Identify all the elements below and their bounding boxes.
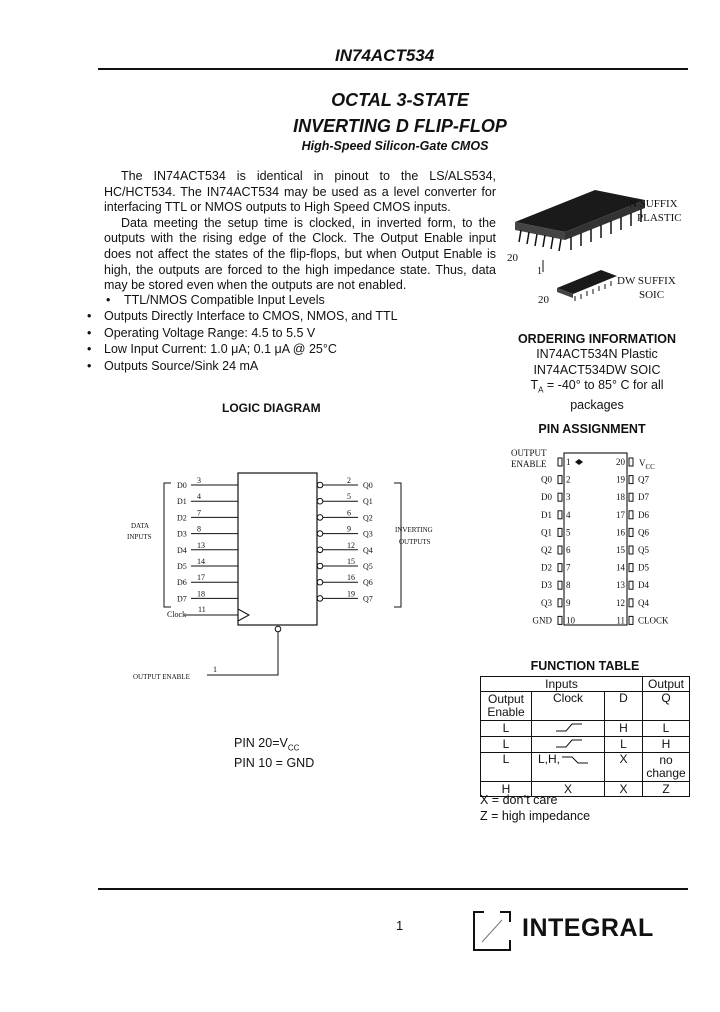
ordering-info bbox=[512, 347, 682, 414]
output-pin: 6 bbox=[347, 508, 351, 518]
inversion-bubble bbox=[317, 515, 323, 521]
pin-stub bbox=[558, 564, 562, 572]
n-suffix-type: PLASTIC bbox=[637, 212, 682, 224]
pin-stub bbox=[629, 581, 633, 589]
pin-number: 13 bbox=[616, 580, 625, 591]
rising-edge-icon bbox=[548, 721, 588, 733]
output-label: Q5 bbox=[363, 562, 373, 571]
table-row bbox=[481, 753, 690, 782]
pin-stub bbox=[558, 511, 562, 519]
output-label: Q7 bbox=[363, 594, 373, 604]
pin-stub bbox=[558, 476, 562, 484]
inversion-bubble bbox=[317, 547, 323, 553]
output-label: Q2 bbox=[363, 513, 373, 523]
note-high-impedance: Z = high impedance bbox=[480, 808, 591, 823]
features-list bbox=[84, 292, 504, 374]
brand-name: INTEGRAL bbox=[522, 914, 654, 942]
input-pin: 7 bbox=[197, 508, 201, 518]
pin-stub bbox=[558, 581, 562, 589]
page-number: 1 bbox=[396, 918, 404, 933]
pin-stub bbox=[629, 493, 633, 501]
input-label: D0 bbox=[177, 481, 187, 490]
pin-stub bbox=[629, 458, 633, 466]
output-label: Q3 bbox=[363, 529, 373, 539]
pin-stub bbox=[629, 528, 633, 536]
function-table-notes bbox=[480, 793, 590, 824]
vcc-prefix: V bbox=[639, 458, 646, 468]
ordering-line-1: IN74ACT534N Plastic bbox=[536, 347, 658, 361]
note-dont-care: X = don’t care bbox=[480, 793, 558, 807]
clock-pin: 11 bbox=[198, 605, 206, 614]
cell-q: Z bbox=[643, 782, 690, 797]
pin-name: Q2 bbox=[541, 545, 552, 555]
feature-item: • TTL/NMOS Compatible Input Levels bbox=[84, 292, 504, 308]
ordering-temp bbox=[512, 378, 682, 398]
pin20-sub: CC bbox=[287, 743, 300, 753]
output-pin: 16 bbox=[347, 573, 355, 583]
q-no: no bbox=[659, 753, 673, 767]
feature-item: • Low Input Current: 1.0 μA; 0.1 μA @ 25°C bbox=[84, 341, 504, 357]
description bbox=[104, 169, 496, 294]
cell-d: L bbox=[605, 737, 643, 753]
pin-number: 4 bbox=[566, 509, 571, 520]
logic-diagram-title: LOGIC DIAGRAM bbox=[222, 401, 321, 415]
output-label: Q4 bbox=[363, 545, 373, 555]
soic-pin20-label: 20 bbox=[538, 294, 549, 306]
input-pin: 14 bbox=[197, 557, 205, 566]
inversion-bubble bbox=[317, 482, 323, 488]
ordering-line-2: IN74ACT534DW SOIC bbox=[533, 362, 661, 377]
input-pin: 13 bbox=[197, 540, 205, 550]
output-enable-pin: 1 bbox=[213, 665, 217, 674]
cell-q: L bbox=[643, 721, 690, 737]
title-subtitle: High-Speed Silicon-Gate CMOS bbox=[301, 139, 489, 153]
inversion-bubble bbox=[317, 563, 323, 569]
pin-name: Q7 bbox=[638, 474, 649, 485]
description-paragraph-1: The IN74ACT534 is identical in pinout to the LS/ALS534, HC/HCT534. The IN74ACT534 may be used as a level converter for interfacing TTL or NMOS outputs to High Speed CMOS inputs. bbox=[104, 169, 496, 215]
cell-clock: X bbox=[532, 782, 605, 797]
output-enable-label: OUTPUT ENABLE bbox=[133, 673, 190, 681]
pin-name: Q1 bbox=[541, 527, 552, 538]
ordering-title: ORDERING INFORMATION bbox=[517, 332, 677, 346]
group-output: Output bbox=[643, 677, 690, 692]
col-q: Q bbox=[643, 692, 690, 721]
table-group-row bbox=[481, 677, 690, 692]
output-pin: 5 bbox=[347, 492, 351, 502]
pin-stub bbox=[558, 493, 562, 501]
pin-number: 16 bbox=[616, 527, 625, 538]
temp-range: = -40° to 85° C for all bbox=[543, 378, 664, 393]
description-paragraph-2: Data meeting the setup time is clocked, in inverted form, to the outputs with the rising edge of the Clock. The Output Enable input does not affect the states of the flip-flops, but when Output Enable is high, the outputs are forced to the high impedance state. Thus, data may be stored even when the outputs are not enabled. bbox=[104, 215, 496, 293]
pin-name: D2 bbox=[541, 562, 552, 573]
pin-stub bbox=[558, 458, 562, 466]
pin-stub bbox=[629, 564, 633, 572]
pin-name: D6 bbox=[638, 509, 649, 520]
pin-number: 2 bbox=[566, 474, 571, 485]
col-oe-line-1: Output bbox=[487, 692, 525, 706]
pin-number: 19 bbox=[616, 474, 625, 485]
output-pin: 15 bbox=[347, 557, 355, 566]
pin-assignment-left bbox=[533, 457, 584, 625]
cell-q bbox=[643, 753, 690, 782]
pin-name: Q0 bbox=[541, 474, 552, 485]
col-oe-line-2: Enable bbox=[487, 705, 525, 719]
dip-pin1-label: 1 bbox=[537, 266, 542, 277]
input-label: D2 bbox=[177, 513, 187, 523]
rising-edge-icon bbox=[548, 737, 588, 749]
pin-name: Q5 bbox=[638, 545, 649, 555]
pin-stub bbox=[629, 511, 633, 519]
clock-label: Clock bbox=[167, 610, 187, 619]
cell-d: X bbox=[605, 782, 643, 797]
col-clock: Clock bbox=[532, 692, 605, 721]
input-label: D4 bbox=[177, 545, 187, 555]
table-header-row bbox=[481, 692, 690, 721]
data-inputs-label-2: INPUTS bbox=[127, 533, 152, 541]
pin-stub bbox=[558, 616, 562, 624]
page-header-part-number: IN74ACT534 bbox=[335, 46, 435, 65]
dip-pin20-label: 20 bbox=[507, 252, 518, 264]
feature-item: • Operating Voltage Range: 4.5 to 5.5 V bbox=[84, 325, 504, 341]
pin-name: GND bbox=[532, 615, 552, 626]
function-table-title: FUNCTION TABLE bbox=[530, 659, 640, 673]
pin-number: 5 bbox=[566, 527, 571, 538]
pin-assignment-right bbox=[616, 457, 669, 625]
pin-stub bbox=[629, 616, 633, 624]
output-label: Q1 bbox=[363, 497, 373, 507]
pin10-note: PIN 10 = GND bbox=[234, 755, 315, 770]
pin-name: Q3 bbox=[541, 597, 552, 608]
temp-prefix: T bbox=[530, 378, 539, 393]
input-pin: 18 bbox=[197, 589, 205, 599]
ordering-temp-tail: packages bbox=[570, 398, 624, 413]
inversion-bubble bbox=[317, 596, 323, 602]
pin-stub bbox=[629, 599, 633, 607]
dip-package-drawing bbox=[515, 190, 645, 272]
pin-number: 9 bbox=[566, 597, 571, 608]
pin-name: D5 bbox=[638, 562, 649, 573]
input-label: D1 bbox=[177, 497, 187, 507]
pin-name: D7 bbox=[638, 492, 649, 503]
pin-name: Q4 bbox=[638, 597, 649, 608]
input-label: D3 bbox=[177, 529, 187, 539]
pin-number: 14 bbox=[616, 562, 625, 573]
output-label: Q6 bbox=[363, 578, 373, 588]
logic-outputs bbox=[317, 476, 373, 603]
feature-item: • Outputs Directly Interface to CMOS, NMOS, and TTL bbox=[84, 308, 504, 324]
input-label: D7 bbox=[177, 594, 187, 604]
feature-item: • Outputs Source/Sink 24 mA bbox=[84, 358, 504, 374]
q-change: change bbox=[646, 766, 686, 780]
pin-name: D0 bbox=[541, 492, 552, 503]
pin20-note bbox=[234, 736, 314, 756]
input-label: D5 bbox=[177, 562, 187, 571]
clock-levels: L,H, bbox=[538, 752, 561, 766]
output-pin: 19 bbox=[347, 589, 355, 599]
pin-stub bbox=[629, 546, 633, 554]
pin-stub bbox=[558, 528, 562, 536]
cell-oe: L bbox=[481, 737, 532, 753]
cell-clock bbox=[532, 737, 605, 753]
flip-flop-block bbox=[238, 473, 317, 625]
cell-q: H bbox=[643, 737, 690, 753]
cell-d: H bbox=[605, 721, 643, 737]
pin-number: 12 bbox=[616, 597, 625, 608]
pin-number: 8 bbox=[566, 580, 571, 591]
inversion-bubble bbox=[317, 498, 323, 504]
pin-number: 17 bbox=[616, 509, 625, 520]
pin-number: 6 bbox=[566, 545, 571, 555]
data-inputs-label-1: DATA bbox=[131, 522, 150, 530]
pin-number: 15 bbox=[616, 545, 625, 555]
footer-divider bbox=[98, 888, 688, 890]
col-d: D bbox=[605, 692, 643, 721]
logic-diagram bbox=[125, 455, 455, 695]
inverting-outputs-label-2: OUTPUTS bbox=[399, 538, 431, 546]
inverting-outputs-label-1: INVERTING bbox=[395, 526, 433, 534]
input-label: D6 bbox=[177, 578, 187, 588]
function-table bbox=[480, 676, 690, 797]
pin-number: 18 bbox=[616, 492, 625, 503]
clock-triangle bbox=[238, 609, 249, 621]
cell-clock bbox=[532, 753, 605, 782]
pin-assignment-title: PIN ASSIGNMENT bbox=[538, 422, 646, 436]
output-pin: 2 bbox=[347, 476, 351, 485]
pin-number: 20 bbox=[616, 457, 625, 467]
dw-suffix-type: SOIC bbox=[639, 289, 665, 301]
cell-oe: L bbox=[481, 721, 532, 737]
pin-number: 1 bbox=[566, 457, 571, 467]
pin-assignment-diagram bbox=[505, 445, 705, 630]
input-pin: 3 bbox=[197, 476, 201, 485]
table-row bbox=[481, 737, 690, 753]
pin-stub bbox=[558, 599, 562, 607]
col-output-enable bbox=[481, 692, 532, 721]
input-pin: 8 bbox=[197, 524, 201, 534]
title-line-2: INVERTING D FLIP-FLOP bbox=[293, 116, 507, 136]
temp-sub: A bbox=[538, 385, 544, 395]
pin-name: D4 bbox=[638, 580, 649, 591]
cell-oe: L bbox=[481, 753, 532, 782]
output-pin: 9 bbox=[347, 524, 351, 534]
pin-name: CLOCK bbox=[638, 615, 669, 626]
header-divider bbox=[98, 68, 688, 70]
falling-edge-icon bbox=[560, 755, 590, 765]
pin1-marker-icon bbox=[575, 459, 583, 465]
pin-oe-line-2: ENABLE bbox=[511, 459, 547, 469]
pin-number: 3 bbox=[566, 492, 571, 503]
cell-clock bbox=[532, 721, 605, 737]
cell-d: X bbox=[605, 753, 643, 782]
package-illustrations bbox=[505, 180, 695, 310]
input-pin: 17 bbox=[197, 573, 205, 583]
pin-name: D1 bbox=[541, 509, 552, 520]
title-line-1: OCTAL 3-STATE bbox=[331, 90, 469, 110]
supply-pins-note bbox=[234, 736, 314, 771]
output-pin: 12 bbox=[347, 540, 355, 550]
pin-number: 7 bbox=[566, 562, 571, 573]
logic-inputs bbox=[177, 476, 238, 603]
pin20-prefix: PIN 20=V bbox=[234, 736, 288, 750]
pin-vcc-label bbox=[639, 458, 655, 471]
pin-oe-line-1: OUTPUT bbox=[511, 448, 547, 458]
soic-package-drawing bbox=[557, 270, 617, 301]
pin-number: 11 bbox=[616, 615, 625, 626]
pin-name: D3 bbox=[541, 580, 552, 591]
output-label: Q0 bbox=[363, 481, 373, 490]
input-pin: 4 bbox=[197, 492, 201, 502]
table-row bbox=[481, 721, 690, 737]
inversion-bubble bbox=[317, 531, 323, 537]
pin-name: Q6 bbox=[638, 527, 649, 538]
n-suffix-label: N SUFFIX bbox=[629, 198, 678, 210]
pin-stub bbox=[558, 546, 562, 554]
dw-suffix-label: DW SUFFIX bbox=[617, 275, 676, 287]
pin-number: 10 bbox=[566, 615, 575, 626]
vcc-sub: CC bbox=[645, 463, 655, 471]
cell-oe: H bbox=[481, 782, 532, 797]
integral-logo-icon bbox=[472, 910, 512, 952]
pin-stub bbox=[629, 476, 633, 484]
group-inputs: Inputs bbox=[481, 677, 643, 692]
inversion-bubble bbox=[317, 579, 323, 585]
